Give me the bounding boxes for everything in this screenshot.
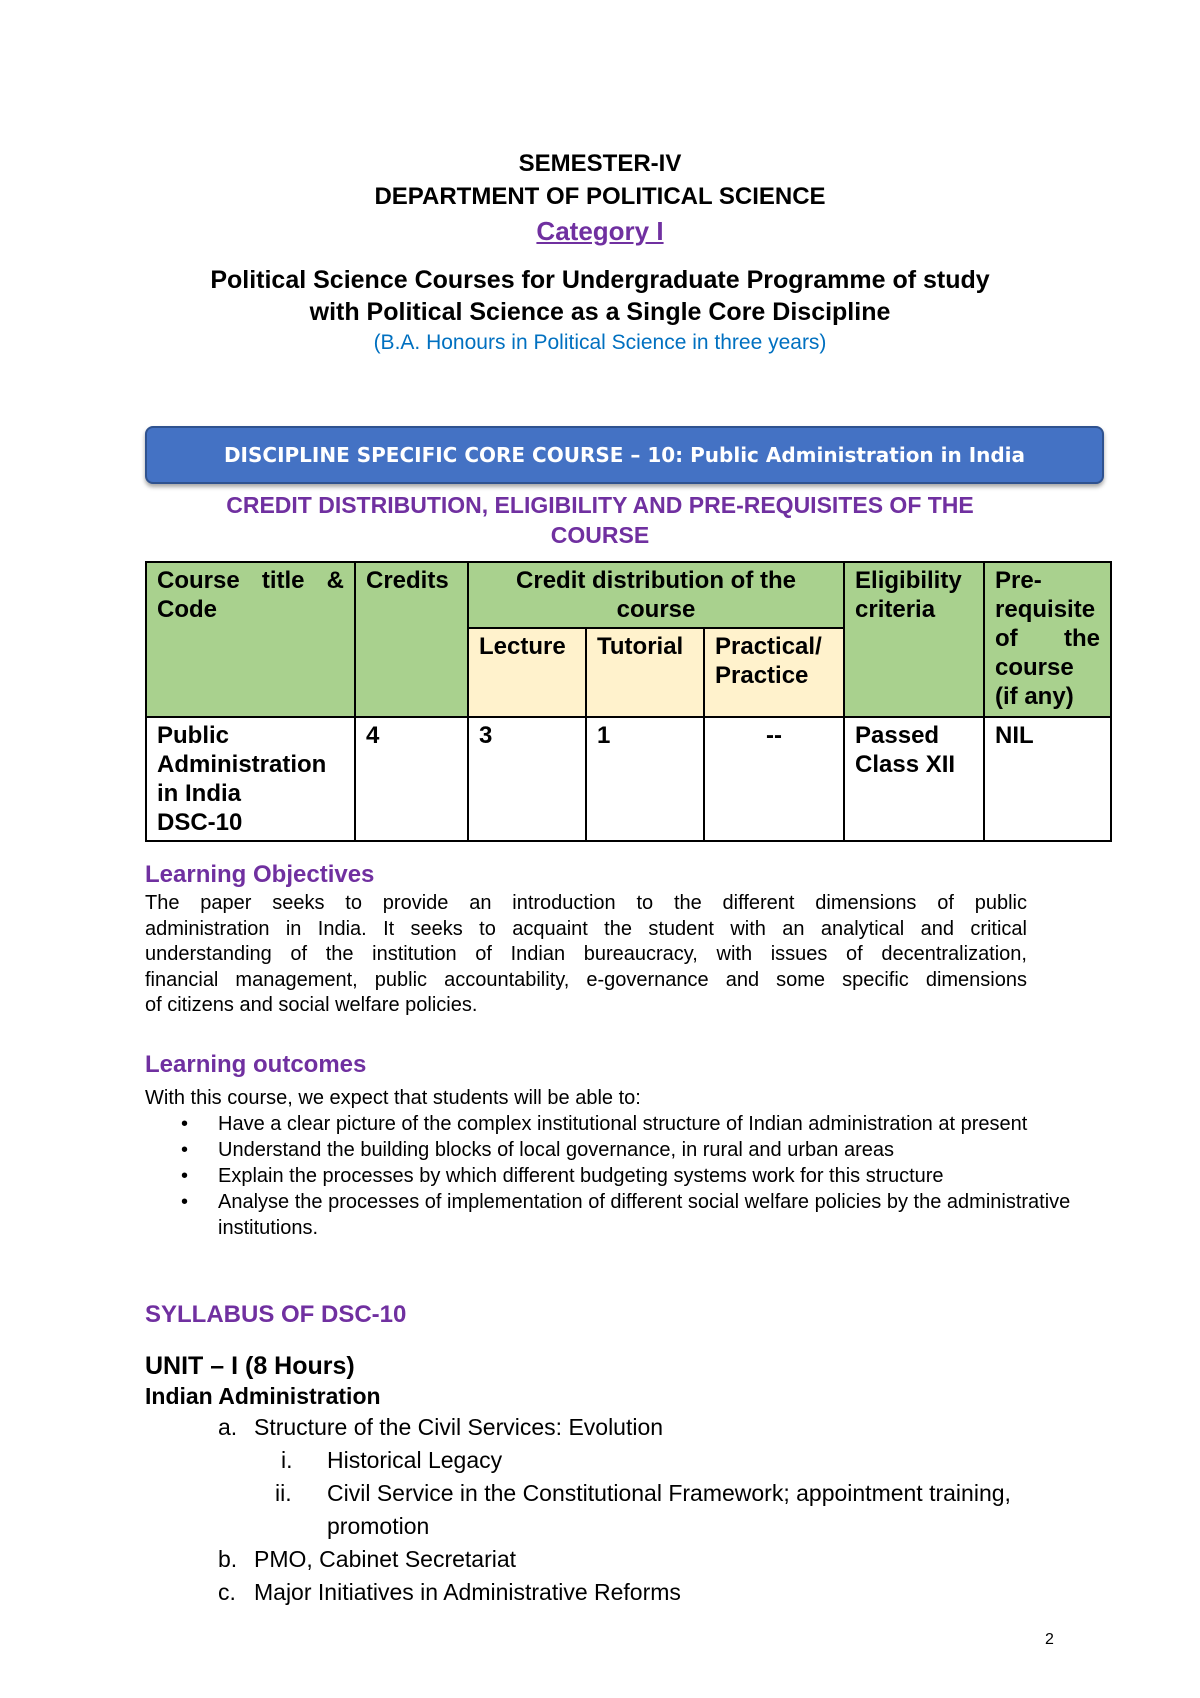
page-number: 2 [1045, 1631, 1054, 1648]
cell-credits: 4 [355, 717, 468, 841]
learning-objectives-heading: Learning Objectives [145, 861, 375, 888]
header-eligibility: Eligibility criteria [844, 562, 984, 717]
syllabus-heading: SYLLABUS OF DSC-10 [145, 1301, 407, 1328]
header-tutorial: Tutorial [586, 628, 704, 717]
credit-heading-line1: CREDIT DISTRIBUTION, ELIGIBILITY AND PRE-REQUISITES OF THE [226, 492, 974, 518]
learning-objectives-text [145, 891, 1027, 1019]
objectives-line: administration in India. It seeks to acquaint the student with an analytical and critical [145, 917, 1027, 940]
header-credits: Credits [355, 562, 468, 717]
learning-outcomes-list [145, 1111, 1085, 1241]
objectives-line: The paper seeks to provide an introduction to the different dimensions of public [145, 892, 1027, 914]
credit-distribution-heading [150, 490, 1050, 550]
programme-title-line1: Political Science Courses for Undergraduate Programme of study [210, 266, 990, 294]
cell-practical: -- [704, 717, 844, 841]
category-heading: Category I [536, 216, 664, 246]
objectives-line: of citizens and social welfare policies. [145, 994, 478, 1016]
cell-course-title: Public Administration in India DSC-10 [146, 717, 355, 841]
learning-outcomes-intro: With this course, we expect that students will be able to: [145, 1087, 641, 1109]
header-course-title: Course title & Code [146, 562, 355, 717]
semester-heading: SEMESTER-IV [518, 150, 682, 177]
list-marker: c. [218, 1579, 236, 1605]
department-heading: DEPARTMENT OF POLITICAL SCIENCE [374, 183, 826, 210]
programme-title-line2: with Political Science as a Single Core Discipline [309, 298, 891, 326]
list-item: • Analyse the processes of implementation of different social welfare policies by the administrative institutions. [145, 1189, 1085, 1241]
syllabus-item: PMO, Cabinet Secretariat [254, 1546, 517, 1572]
list-item: • Explain the processes by which different budgeting systems work for this structure [145, 1163, 1085, 1189]
credit-heading-line2: COURSE [550, 522, 650, 548]
list-marker: ii. [275, 1480, 292, 1506]
cell-tutorial: 1 [586, 717, 704, 841]
learning-outcomes-heading: Learning outcomes [145, 1051, 367, 1078]
course-banner: DISCIPLINE SPECIFIC CORE COURSE – 10: Public Administration in India [145, 426, 1104, 484]
syllabus-item: Major Initiatives in Administrative Reforms [254, 1579, 681, 1605]
header-practical: Practical/ Practice [704, 628, 844, 717]
credit-table [145, 561, 1112, 842]
syllabus-item: Structure of the Civil Services: Evolution [254, 1414, 664, 1440]
cell-lecture: 3 [468, 717, 586, 841]
header-prerequisite: Pre- requisite of the course (if any) [984, 562, 1111, 717]
cell-eligibility: Passed Class XII [844, 717, 984, 841]
programme-subtitle: (B.A. Honours in Political Science in three years) [373, 331, 827, 354]
objectives-line: understanding of the institution of Indian bureaucracy, with issues of decentralization, [145, 943, 1027, 965]
list-marker: i. [281, 1447, 293, 1473]
syllabus-item: promotion [327, 1513, 430, 1539]
list-item: • Have a clear picture of the complex institutional structure of Indian administration at present [145, 1111, 1085, 1137]
cell-prerequisite: NIL [984, 717, 1111, 841]
syllabus-item: Historical Legacy [327, 1447, 503, 1473]
header-credit-distribution: Credit distribution of the course [468, 562, 844, 628]
list-marker: a. [218, 1414, 238, 1440]
list-item: • Understand the building blocks of local governance, in rural and urban areas [145, 1137, 1085, 1163]
syllabus-item: Civil Service in the Constitutional Framework; appointment training, [327, 1480, 1011, 1506]
table-row [146, 717, 1111, 841]
unit-title: UNIT – I (8 Hours) [145, 1352, 355, 1380]
unit-subtitle: Indian Administration [145, 1383, 381, 1409]
header-lecture: Lecture [468, 628, 586, 717]
objectives-line: financial management, public accountability, e-governance and some specific dimensions [145, 968, 1027, 991]
list-marker: b. [218, 1546, 238, 1572]
